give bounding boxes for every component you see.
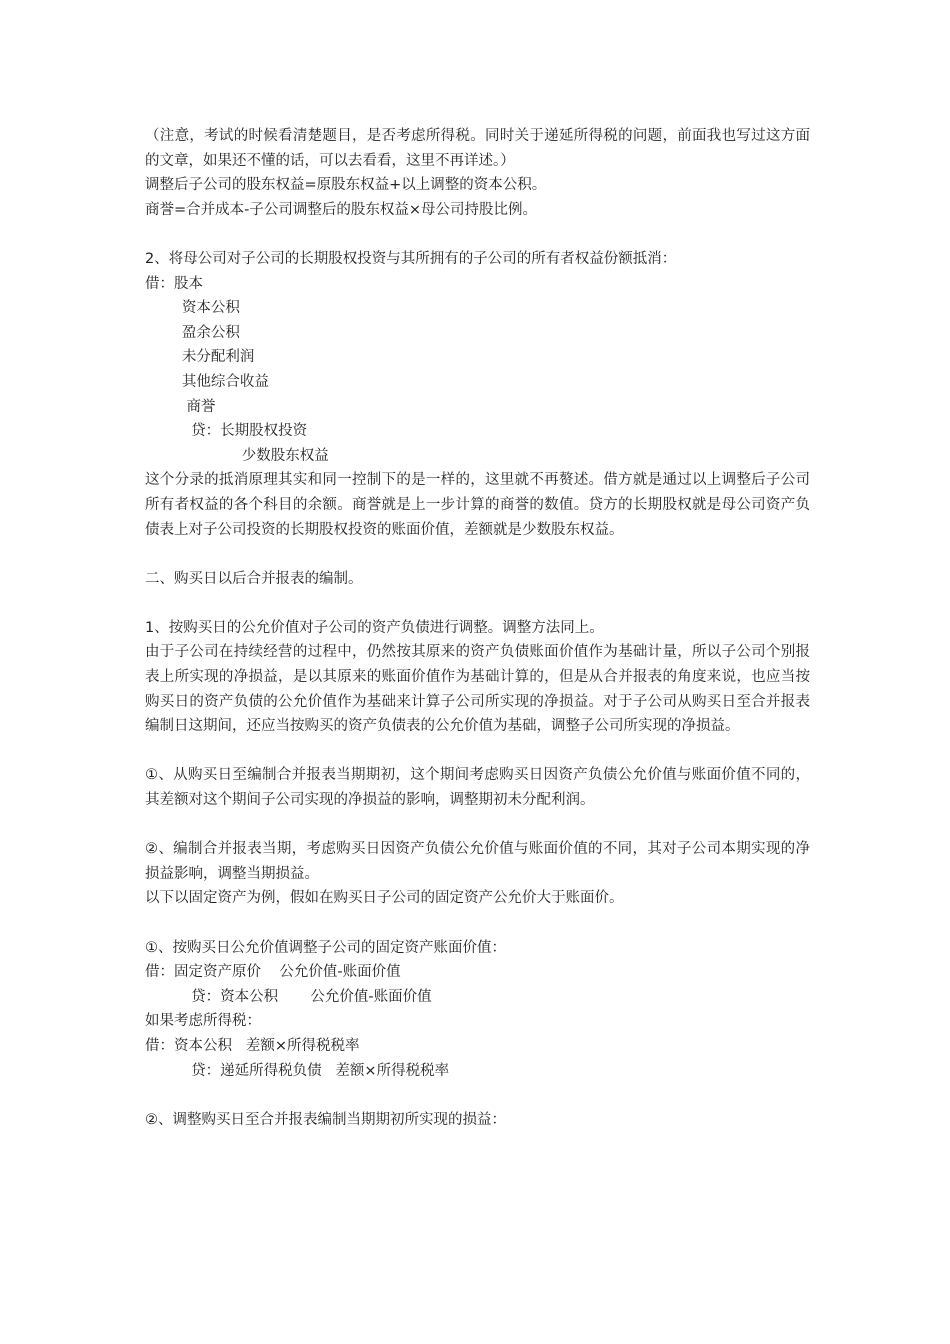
text-line: 未分配利润 xyxy=(145,349,255,366)
paragraph: 由于子公司在持续经营的过程中，仍然按其原来的资产负债账面价值作为基础计量，所以子公司个别报表上所实现的净损益，是以其原来的账面价值作为基础计算的，但是从合并报表的角度来说，也应当按购买日的资产负债的公允价值作为基础来计算子公司所实现的净损益。对于子公司从购买日至合并报表编制日这期间，还应当按购买的资产负债表的公允价值为基础，调整子公司所实现的净损益。 xyxy=(145,644,810,735)
text-line: 借：固定资产原价 公允价值-账面价值 xyxy=(145,964,401,981)
text-line: ②、调整购买日至合并报表编制当期期初所实现的损益： xyxy=(145,1111,506,1128)
text-line: 贷：资本公积 公允价值-账面价值 xyxy=(145,988,432,1005)
blank-line xyxy=(145,739,810,764)
blank-line xyxy=(145,813,810,838)
text-line: ①、按购买日公允价值调整子公司的固定资产账面价值： xyxy=(145,939,506,956)
paragraph: （注意，考试的时候看清楚题目，是否考虑所得税。同时关于递延所得税的问题，前面我也写过这方面的文章，如果还不懂的话，可以去看看，这里不再详述。） xyxy=(145,128,810,169)
text-line: 贷：长期股权投资 xyxy=(145,423,308,440)
blank-line xyxy=(145,1083,810,1108)
paragraph: ②、编制合并报表当期，考虑购买日因资产负债公允价值与账面价值的不同，其对子公司本期实现的净损益影响，调整当期损益。 xyxy=(145,841,810,882)
text-line: 2、将母公司对子公司的长期股权投资与其所拥有的子公司的所有者权益份额抵消： xyxy=(145,250,677,267)
text-line: 盈余公积 xyxy=(145,324,240,341)
text-line: 贷：递延所得税负债 差额×所得税税率 xyxy=(145,1062,450,1079)
paragraph: 这个分录的抵消原理其实和同一控制下的是一样的，这里就不再赘述。借方就是通过以上调整后子公司所有者权益的各个科目的余额。商誉就是上一步计算的商誉的数值。贷方的长期股权就是母公司资产负债表上对子公司投资的长期股权投资的账面价值，差额就是少数股东权益。 xyxy=(145,472,810,538)
text-line: 资本公积 xyxy=(145,300,240,317)
text-line: 商誉 xyxy=(145,398,216,415)
blank-line xyxy=(145,222,810,247)
text-line: 如果考虑所得税： xyxy=(145,1013,261,1030)
blank-line xyxy=(145,591,810,616)
paragraph: ①、从购买日至编制合并报表当期期初，这个期间考虑购买日因资产负债公允价值与账面价值不同的，其差额对这个期间子公司实现的净损益的影响，调整期初未分配利润。 xyxy=(145,767,810,809)
document-body xyxy=(145,124,810,1132)
text-line: 借：股本 xyxy=(145,275,203,292)
text-line: 以下以固定资产为例，假如在购买日子公司的固定资产公允价大于账面价。 xyxy=(145,890,624,907)
text-line: 借：资本公积 差额×所得税税率 xyxy=(145,1037,360,1054)
text-line: 调整后子公司的股东权益=原股东权益+以上调整的资本公积。 xyxy=(145,177,547,194)
text-line: 商誉=合并成本-子公司调整后的股东权益×母公司持股比例。 xyxy=(145,201,538,218)
text-line: 少数股东权益 xyxy=(145,447,329,464)
text-line: 二、购买日以后合并报表的编制。 xyxy=(145,570,363,587)
text-line: 1、按购买日的公允价值对子公司的资产负债进行调整。调整方法同上。 xyxy=(145,619,604,636)
blank-line xyxy=(145,542,810,567)
blank-line xyxy=(145,911,810,936)
text-line: 其他综合收益 xyxy=(145,373,269,390)
